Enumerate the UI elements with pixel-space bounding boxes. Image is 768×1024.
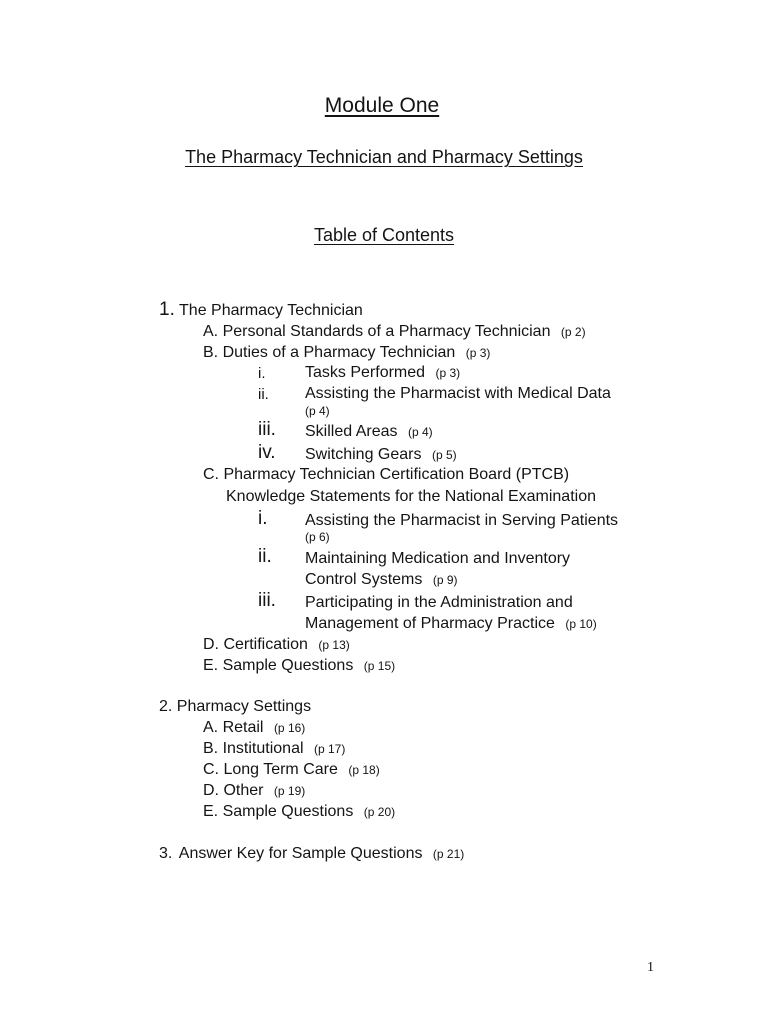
page-ref: (p 3) — [435, 366, 461, 380]
page-ref: (p 19) — [273, 784, 306, 798]
item-letter: B. — [203, 740, 219, 757]
subitem-text: Assisting the Pharmacist in Serving Patients — [305, 512, 619, 529]
section-number: 1. — [159, 299, 175, 320]
roman-numeral: iv. — [258, 442, 276, 463]
item-letter: D. — [203, 636, 219, 653]
toc-item-1d — [203, 635, 350, 655]
toc-item-2d — [203, 781, 305, 801]
item-text: Personal Standards of a Pharmacy Technician — [222, 323, 551, 340]
item-text: Knowledge Statements for the National Examination — [226, 488, 596, 505]
toc-item-1a — [203, 322, 586, 342]
roman-numeral: iii. — [258, 590, 276, 611]
page-ref: (p 18) — [348, 763, 380, 777]
subitem-text: Assisting the Pharmacist with Medical Data — [305, 385, 611, 402]
subitem-text: Skilled Areas — [305, 423, 398, 440]
item-letter: B. — [203, 344, 219, 361]
item-letter: A. — [203, 323, 219, 340]
page-ref: (p 6) — [305, 530, 330, 544]
toc-section-3 — [159, 844, 464, 864]
toc-subitem-1c-i-page — [305, 527, 330, 547]
toc-item-1c — [203, 465, 569, 485]
item-text: Other — [223, 782, 264, 799]
item-letter: E. — [203, 657, 219, 674]
toc-subitem-1c-i — [305, 511, 618, 531]
item-text: Pharmacy Technician Certification Board (PTCB) — [223, 466, 570, 483]
item-text: Certification — [223, 636, 308, 653]
toc-section-2 — [159, 697, 311, 717]
section-number: 3. — [159, 845, 173, 862]
page-ref: (p 3) — [465, 346, 491, 360]
toc-subitem-1b-i — [305, 363, 460, 383]
toc-subitem-1b-iii — [305, 422, 433, 442]
section-title: Pharmacy Settings — [176, 698, 312, 715]
toc-heading: Table of Contents — [313, 225, 455, 245]
toc-item-1e — [203, 656, 395, 676]
roman-numeral: ii. — [258, 386, 269, 403]
toc-item-1c-line2 — [226, 487, 596, 507]
item-letter: E. — [203, 803, 219, 820]
section-title: The Pharmacy Technician — [179, 302, 363, 319]
page-ref: (p 4) — [407, 425, 433, 439]
toc-subitem-1c-iii — [305, 593, 573, 613]
toc-item-2a — [203, 718, 305, 738]
subitem-text: Control Systems — [305, 571, 423, 588]
toc-subitem-1b-ii — [305, 384, 611, 404]
subitem-text: Participating in the Administration and — [305, 594, 573, 611]
item-letter: D. — [203, 782, 219, 799]
toc-subitem-1c-iii-line2 — [305, 614, 597, 634]
roman-numeral: iii. — [258, 419, 276, 440]
page-ref: (p 2) — [560, 325, 586, 339]
section-number: 2. — [159, 698, 173, 715]
toc-item-2c — [203, 760, 380, 780]
subitem-text: Maintaining Medication and Inventory — [305, 550, 571, 567]
page-ref: (p 21) — [432, 847, 465, 861]
subitem-text: Switching Gears — [305, 446, 422, 463]
section-title: Answer Key for Sample Questions — [178, 845, 423, 862]
page-ref: (p 4) — [305, 404, 330, 418]
roman-numeral: i. — [258, 508, 268, 529]
roman-numeral: ii. — [258, 546, 272, 567]
document-subtitle: The Pharmacy Technician and Pharmacy Settings — [185, 147, 583, 167]
page-ref: (p 10) — [565, 617, 597, 631]
page-ref: (p 16) — [273, 721, 306, 735]
item-text: Retail — [222, 719, 264, 736]
page-ref: (p 9) — [432, 573, 458, 587]
page-ref: (p 20) — [363, 805, 396, 819]
page-ref: (p 5) — [431, 448, 457, 462]
item-text: Long Term Care — [223, 761, 338, 778]
subitem-text: Management of Pharmacy Practice — [305, 615, 555, 632]
page-ref: (p 17) — [313, 742, 346, 756]
item-letter: A. — [203, 719, 219, 736]
page-number: 1 — [647, 960, 654, 975]
toc-item-1b — [203, 343, 490, 363]
subitem-text: Tasks Performed — [305, 364, 426, 381]
toc-subitem-1b-ii-page — [305, 401, 330, 421]
toc-subitem-1c-ii — [305, 549, 570, 569]
toc-item-2b — [203, 739, 345, 759]
page-ref: (p 15) — [363, 659, 396, 673]
item-text: Duties of a Pharmacy Technician — [222, 344, 456, 361]
item-text: Institutional — [222, 740, 304, 757]
toc-item-2e — [203, 802, 395, 822]
roman-numeral: i. — [258, 365, 266, 382]
toc-subitem-1c-ii-line2 — [305, 570, 458, 590]
item-letter: C. — [203, 761, 219, 778]
page-ref: (p 13) — [318, 638, 350, 652]
item-letter: C. — [203, 466, 219, 483]
item-text: Sample Questions — [222, 803, 354, 820]
module-title: Module One — [324, 94, 440, 117]
toc-subitem-1b-iv — [305, 445, 457, 465]
item-text: Sample Questions — [222, 657, 354, 674]
toc-section-1 — [159, 300, 363, 321]
